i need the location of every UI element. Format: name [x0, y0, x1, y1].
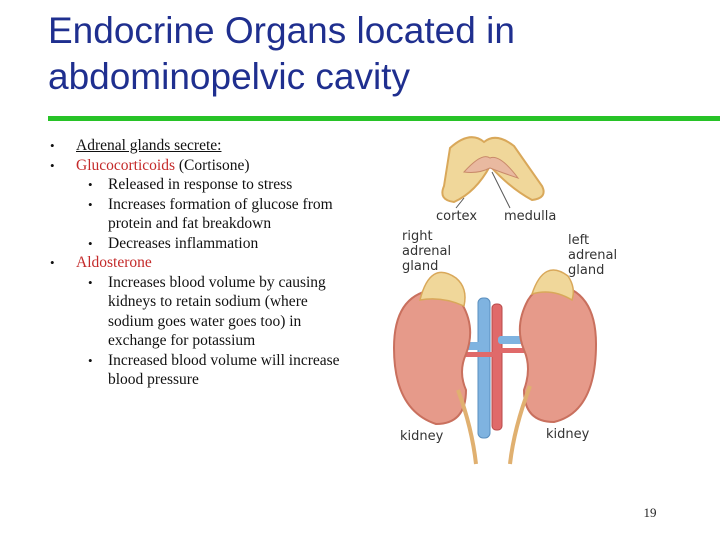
- vena-cava: [478, 298, 490, 438]
- page-number: 19: [643, 505, 657, 520]
- label-kidney-left: kidney: [400, 429, 444, 444]
- subbullet: [50, 175, 350, 195]
- kidney-adrenal-illustration: [392, 128, 618, 464]
- bullet-list: [50, 136, 350, 390]
- subbullet: [50, 273, 350, 351]
- bullet-dot: •: [88, 352, 93, 368]
- label-left: left: [568, 233, 590, 248]
- label-left-gland: gland: [568, 263, 605, 278]
- label-right-adrenal: adrenal: [402, 244, 452, 259]
- bullet-aldosterone: [50, 253, 350, 273]
- title-divider: [48, 116, 720, 121]
- slide-title: [48, 8, 688, 100]
- bullet-glucocorticoids: [50, 156, 350, 176]
- subbullet: [50, 234, 350, 254]
- term-suffix: (Cortisone): [175, 156, 250, 174]
- bullet-text: Adrenal glands secrete:: [76, 137, 222, 154]
- right-kidney: [394, 290, 470, 424]
- bullet-dot: •: [50, 255, 55, 270]
- term-aldosterone: Aldosterone: [76, 254, 152, 271]
- ureter-right: [458, 390, 476, 464]
- bullet-dot: •: [88, 274, 93, 290]
- illustration-svg: [392, 128, 618, 464]
- subbullet-text: Increases formation of glucose from protein and fat breakdown: [108, 195, 333, 232]
- left-kidney: [520, 284, 596, 422]
- aorta: [492, 304, 502, 430]
- bullet-adrenal-glands: [50, 136, 350, 156]
- label-kidney-right: kidney: [546, 427, 590, 442]
- title-line-1: Endocrine Organs located in: [48, 10, 515, 51]
- subbullet-text: Decreases inflammation: [108, 234, 259, 252]
- subbullet: [50, 195, 350, 234]
- bullet-dot: •: [50, 138, 55, 153]
- subbullet-text: Increases blood volume by causing kidneys to retain sodium (where sodium goes water goes too) in exchange for potassium: [108, 273, 326, 349]
- title-line-2: abdominopelvic cavity: [48, 56, 410, 97]
- term-glucocorticoids: Glucocorticoids: [76, 156, 176, 174]
- bullet-dot: •: [88, 196, 93, 212]
- label-right-gland: gland: [402, 259, 439, 274]
- bullet-dot: •: [50, 157, 55, 173]
- label-left-adrenal: adrenal: [568, 248, 618, 263]
- subbullet: [50, 351, 350, 390]
- label-right: right: [402, 229, 433, 244]
- label-medulla: medulla: [504, 209, 557, 224]
- bullet-dot: •: [88, 177, 93, 192]
- subbullet-text: Released in response to stress: [108, 176, 293, 193]
- bullet-dot: •: [88, 235, 93, 251]
- label-cortex: cortex: [436, 209, 478, 224]
- subbullet-text: Increased blood volume will increase blood pressure: [108, 351, 340, 388]
- ureter-left: [510, 386, 530, 464]
